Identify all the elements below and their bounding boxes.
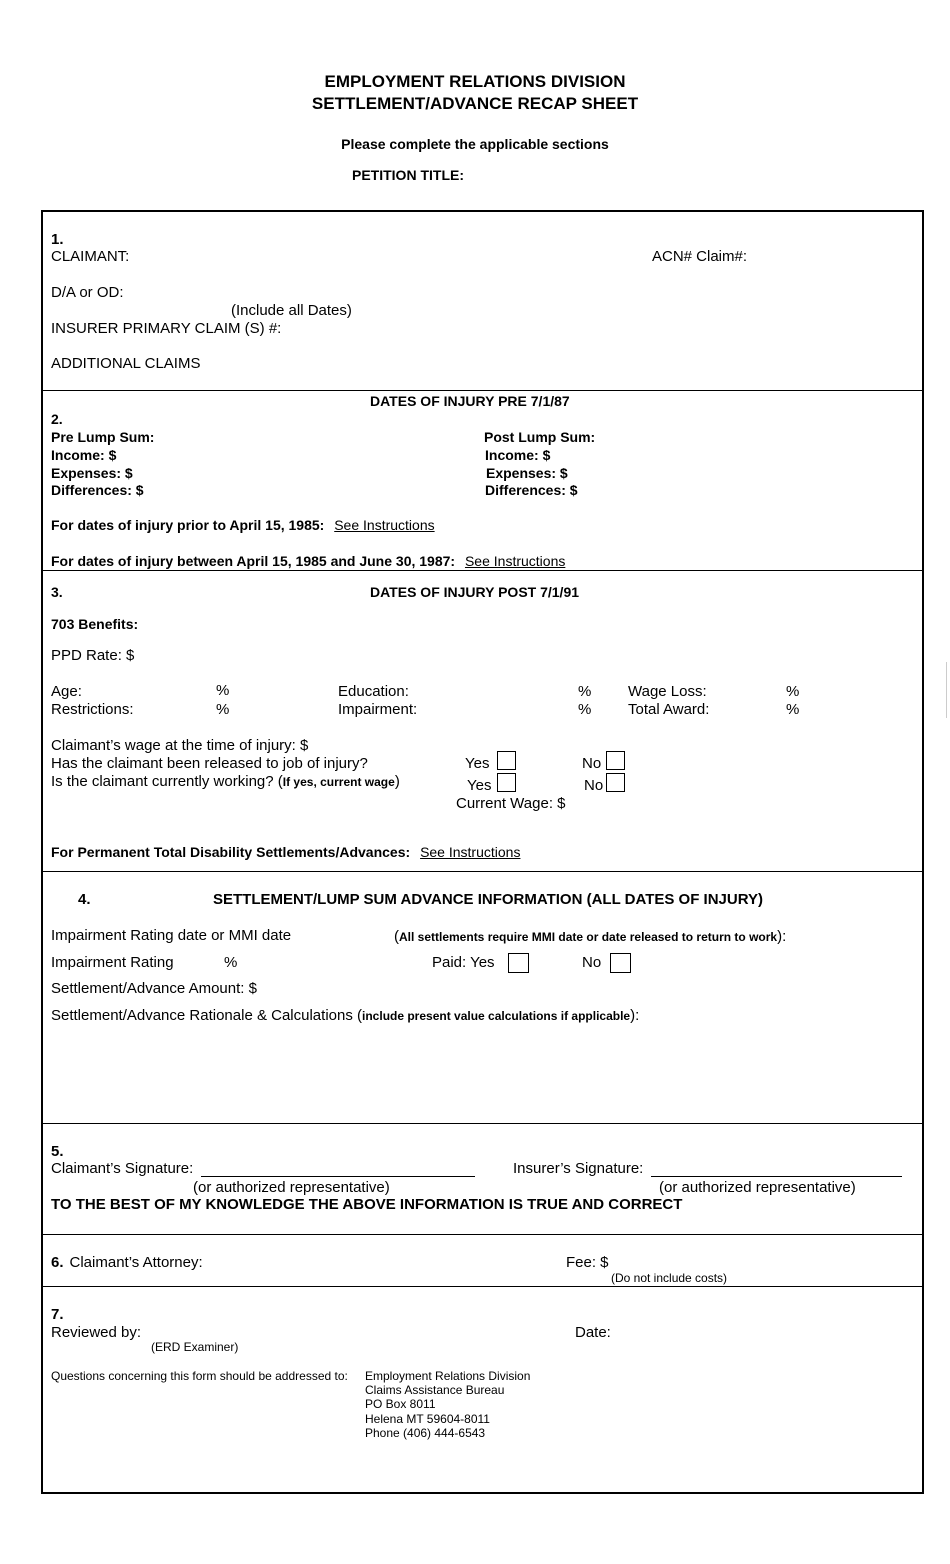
working-question-note: If yes, current wage <box>282 775 395 789</box>
claimant-signature-line[interactable] <box>201 1176 475 1177</box>
section-3-number: 3. <box>51 584 63 600</box>
working-no-checkbox[interactable] <box>606 773 625 792</box>
restrictions-label: Restrictions: <box>51 701 134 718</box>
wage-at-injury-label: Claimant’s wage at the time of injury: $ <box>51 737 309 754</box>
additional-claims-label: ADDITIONAL CLAIMS <box>51 355 201 372</box>
impairment-rating-label: Impairment Rating <box>51 954 174 971</box>
working-question <box>51 774 400 789</box>
fee-label: Fee: $ <box>566 1254 609 1271</box>
attorney-label: Claimant’s Attorney: <box>69 1254 203 1271</box>
section-4-number: 4. <box>78 891 91 908</box>
between-1985-1987-instructions-link[interactable]: See Instructions <box>464 553 566 569</box>
da-od-label: D/A or OD: <box>51 284 124 301</box>
fee-note: (Do not include costs) <box>611 1271 728 1285</box>
703-benefits-label: 703 Benefits: <box>51 616 139 632</box>
ppd-rate-label: PPD Rate: $ <box>51 647 135 664</box>
divider-section-7 <box>41 1286 922 1287</box>
mmi-note-close: ): <box>777 928 787 945</box>
rationale-note: include present value calculations if applicable <box>362 1009 631 1023</box>
between-1985-1987-text: For dates of injury between April 15, 1985 and June 30, 1987: <box>51 553 456 569</box>
prior-1985-row <box>51 518 435 532</box>
claimant-signature-label: Claimant’s Signature: <box>51 1160 194 1177</box>
section-1-number: 1. <box>51 231 64 248</box>
mmi-note-text: All settlements require MMI date or date released to return to work <box>399 930 778 944</box>
prior-1985-instructions-link[interactable]: See Instructions <box>334 517 435 533</box>
insurer-signature-label: Insurer’s Signature: <box>513 1160 644 1177</box>
working-no-label: No <box>584 777 604 794</box>
divider-section-4 <box>41 871 922 872</box>
rationale-label: Settlement/Advance Rationale & Calculations ( <box>51 1007 363 1024</box>
erd-examiner-note: (ERD Examiner) <box>151 1340 239 1354</box>
attorney-row <box>51 1255 203 1270</box>
pre-income-label: Income: $ <box>51 447 117 463</box>
claimant-rep-note: (or authorized representative) <box>193 1179 390 1196</box>
education-percent: % <box>578 683 592 700</box>
post-income-label: Income: $ <box>485 447 551 463</box>
released-question: Has the claimant been released to job of injury? <box>51 755 368 772</box>
address-line-5: Phone (406) 444-6543 <box>365 1426 486 1440</box>
mmi-note <box>394 929 786 944</box>
pre-lump-sum-label: Pre Lump Sum: <box>51 429 155 445</box>
impairment-label: Impairment: <box>338 701 418 718</box>
settlement-amount-label: Settlement/Advance Amount: $ <box>51 980 257 997</box>
wage-loss-percent: % <box>786 683 800 700</box>
paid-yes-checkbox[interactable] <box>508 953 529 973</box>
section-5-number: 5. <box>51 1143 64 1160</box>
form-instruction: Please complete the applicable sections <box>341 136 609 152</box>
section-4-heading: SETTLEMENT/LUMP SUM ADVANCE INFORMATION (ALL DATES OF INJURY) <box>213 891 763 908</box>
ptd-instructions-link[interactable]: See Instructions <box>420 844 521 860</box>
working-question-text: Is the claimant currently working? ( <box>51 773 283 790</box>
questions-text: Questions concerning this form should be addressed to: <box>51 1369 348 1383</box>
divider-section-6 <box>41 1234 922 1235</box>
form-title-line2: SETTLEMENT/ADVANCE RECAP SHEET <box>311 94 639 113</box>
rating-date-label: Impairment Rating date or MMI date <box>51 927 292 944</box>
wage-loss-label: Wage Loss: <box>628 683 707 700</box>
insurer-signature-line[interactable] <box>651 1176 902 1177</box>
section-7-number: 7. <box>51 1306 64 1323</box>
total-award-percent: % <box>786 701 800 718</box>
section-6-number: 6. <box>51 1254 64 1271</box>
date-label: Date: <box>575 1324 611 1341</box>
between-1985-1987-row <box>51 554 565 568</box>
pre-differences-label: Differences: $ <box>51 482 144 498</box>
education-label: Education: <box>338 683 409 700</box>
form-title-line1: EMPLOYMENT RELATIONS DIVISION <box>324 72 626 91</box>
paid-no-checkbox[interactable] <box>610 953 631 973</box>
address-line-1: Employment Relations Division <box>365 1369 531 1383</box>
address-line-2: Claims Assistance Bureau <box>365 1383 505 1397</box>
post-expenses-label: Expenses: $ <box>486 465 568 481</box>
prior-1985-text: For dates of injury prior to April 15, 1985: <box>51 517 325 533</box>
include-dates-note: (Include all Dates) <box>231 302 352 319</box>
rationale-row <box>51 1008 639 1023</box>
current-wage-label: Current Wage: $ <box>456 795 566 812</box>
acn-claim-label: ACN# Claim#: <box>652 248 748 265</box>
section-3-heading: DATES OF INJURY POST 7/1/91 <box>370 584 580 600</box>
divider-section-3 <box>41 570 922 571</box>
working-yes-label: Yes <box>467 777 492 794</box>
claimant-label: CLAIMANT: <box>51 248 130 265</box>
address-line-4: Helena MT 59604-8011 <box>365 1412 490 1426</box>
section-2-heading: DATES OF INJURY PRE 7/1/87 <box>370 393 570 409</box>
age-percent: % <box>216 682 230 699</box>
rationale-close: ): <box>630 1007 640 1024</box>
paid-no-label: No <box>582 954 602 971</box>
insurer-rep-note: (or authorized representative) <box>659 1179 856 1196</box>
divider-section-2 <box>41 390 922 391</box>
ptd-text: For Permanent Total Disability Settlements/Advances: <box>51 844 411 860</box>
ptd-row <box>51 845 520 859</box>
impairment-percent: % <box>578 701 592 718</box>
paid-yes-label: Paid: Yes <box>432 954 495 971</box>
released-yes-checkbox[interactable] <box>497 751 516 770</box>
divider-section-5 <box>41 1123 922 1124</box>
section-2-number: 2. <box>51 411 63 427</box>
released-no-label: No <box>582 755 602 772</box>
age-label: Age: <box>51 683 82 700</box>
impairment-rating-percent: % <box>224 954 238 971</box>
restrictions-percent: % <box>216 701 230 718</box>
post-lump-sum-label: Post Lump Sum: <box>484 429 596 445</box>
attestation-text: TO THE BEST OF MY KNOWLEDGE THE ABOVE INFORMATION IS TRUE AND CORRECT <box>51 1196 683 1213</box>
working-yes-checkbox[interactable] <box>497 773 516 792</box>
post-differences-label: Differences: $ <box>485 482 578 498</box>
reviewed-by-label: Reviewed by: <box>51 1324 142 1341</box>
petition-title-label: PETITION TITLE: <box>352 167 464 183</box>
mmi-note-open: ( <box>394 928 399 945</box>
working-question-close: ) <box>394 773 400 790</box>
released-yes-label: Yes <box>465 755 490 772</box>
total-award-label: Total Award: <box>628 701 710 718</box>
pre-expenses-label: Expenses: $ <box>51 465 133 481</box>
insurer-claim-label: INSURER PRIMARY CLAIM (S) #: <box>51 320 282 337</box>
address-line-3: PO Box 8011 <box>365 1397 436 1411</box>
edge-mark <box>946 662 950 718</box>
released-no-checkbox[interactable] <box>606 751 625 770</box>
